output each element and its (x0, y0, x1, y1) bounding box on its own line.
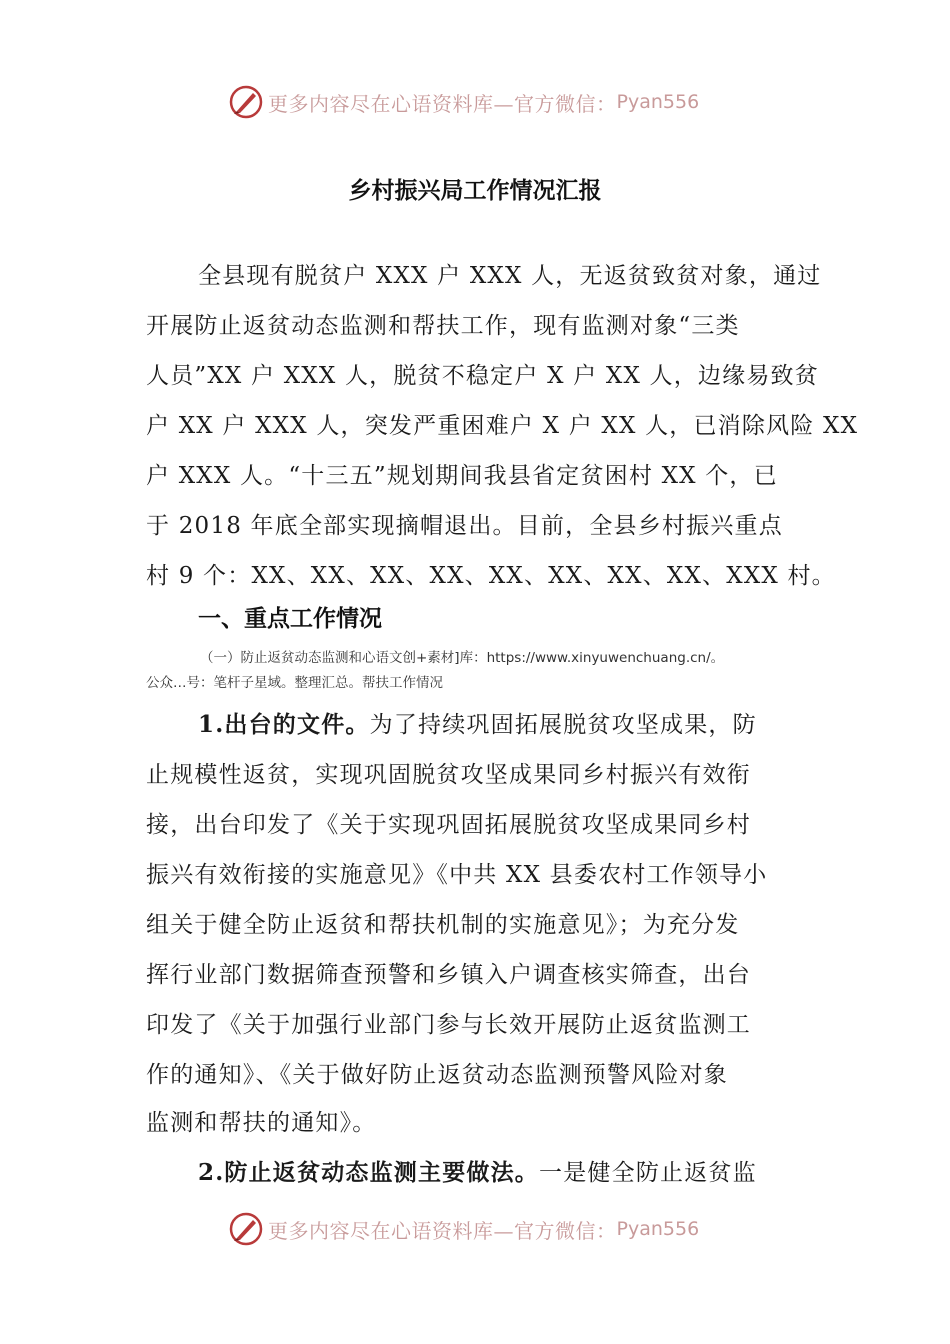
item2-first-line (198, 1154, 757, 1187)
item2-lead: 2.防止返贫动态监测主要做法。 (198, 1159, 540, 1186)
document-title: 乡村振兴局工作情况汇报 (348, 177, 602, 204)
item2-rest: 一是健全防止返贫监 (539, 1160, 757, 1186)
header-banner (228, 82, 748, 122)
item1-line: 印发了《关于加强行业部门参与长效开展防止返贫监测工 (146, 1012, 751, 1038)
section-heading: 一、重点工作情况 (198, 606, 382, 632)
intro-line: 全县现有脱贫户 XXX 户 XXX 人，无返贫致贫对象，通过 (198, 263, 822, 289)
intro-line: 于 2018 年底全部实现摘帽退出。目前，全县乡村振兴重点 (146, 513, 783, 539)
intro-line: 人员”XX 户 XXX 人，脱贫不稳定户 X 户 XX 人，边缘易致贫 (146, 363, 819, 389)
item1-line: 接，出台印发了《关于实现巩固拓展脱贫攻坚成果同乡村 (146, 812, 751, 838)
banner-wechat: Pyan556 (616, 91, 700, 113)
subsection-line: 公众…号：笔杆子星域。整理汇总。帮扶工作情况 (146, 675, 443, 691)
item1-first-rest: 为了持续巩固拓展脱贫攻坚成果，防 (369, 712, 757, 738)
item1-line: 作的通知》、《关于做好防止返贫动态监测预警风险对象 (146, 1062, 728, 1088)
intro-line: 户 XXX 人。“十三五”规划期间我县省定贫困村 XX 个，已 (146, 463, 778, 489)
pen-logo-icon (228, 84, 264, 120)
item1-line: 振兴有效衔接的实施意见》《中共 XX 县委农村工作领导小 (146, 862, 768, 888)
item1-first-line (198, 706, 757, 739)
item1-line: 挥行业部门数据筛查预警和乡镇入户调查核实筛查，出台 (146, 962, 751, 988)
item1-line: 组关于健全防止返贫和帮扶机制的实施意见》；为充分发 (146, 912, 740, 938)
item1-line: 监测和帮扶的通知》。 (146, 1110, 377, 1136)
banner-wechat: Pyan556 (616, 1218, 700, 1240)
footer-banner (228, 1209, 748, 1249)
banner-text: 更多内容尽在心语资料库—官方微信： (268, 91, 617, 116)
intro-line: 村 9 个：XX、XX、XX、XX、XX、XX、XX、XX、XXX 村。 (146, 563, 836, 589)
item1-lead: 1.出台的文件。 (198, 711, 370, 738)
intro-line: 开展防止返贫动态监测和帮扶工作，现有监测对象“三类 (146, 313, 740, 339)
subsection-line: （一）防止返贫动态监测和心语文创+素材]库：https://www.xinyuwenchuang.cn/。 (200, 650, 725, 666)
item1-line: 止规模性返贫，实现巩固脱贫攻坚成果同乡村振兴有效衔 (146, 762, 751, 788)
pen-logo-icon (228, 1211, 264, 1247)
banner-text: 更多内容尽在心语资料库—官方微信： (268, 1218, 617, 1243)
intro-line: 户 XX 户 XXX 人，突发严重困难户 X 户 XX 人，已消除风险 XX (146, 413, 859, 439)
